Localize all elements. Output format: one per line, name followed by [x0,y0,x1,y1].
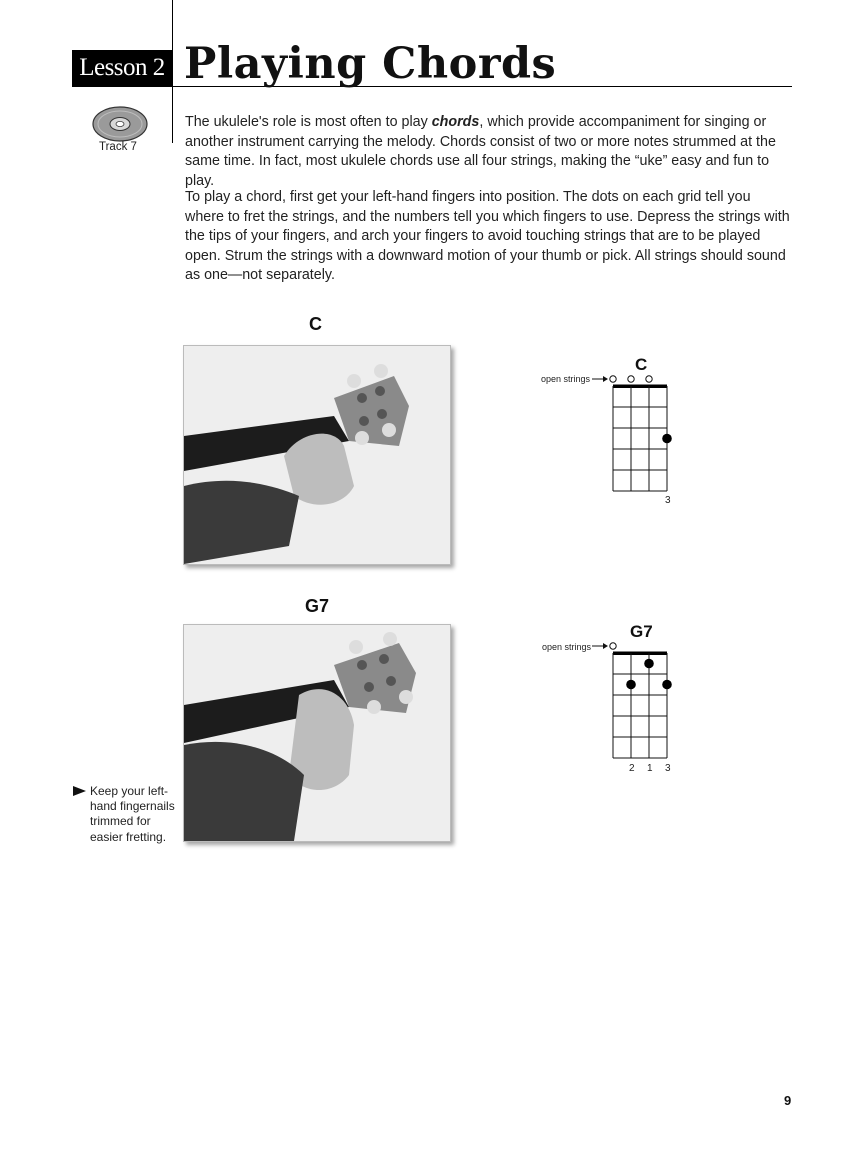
finger-number-g7-2: 2 [629,763,635,774]
intro-paragraph-1: The ukulele's role is most often to play chords, which provide accompaniment for singing or another instrument carrying the melody. Chords consist of two or more notes strummed at the same time. In fact, most ukulele chords use all four strings, making the “uke” easy and fun to play. [185,114,776,189]
open-string-marker [610,643,616,649]
cd-icon[interactable] [92,104,148,144]
photo-caption-g7: G7 [305,596,330,616]
photo-caption-c: C [309,314,322,334]
margin-rule-vertical [172,0,173,143]
finger-dot [644,659,654,669]
nut [613,385,667,389]
diagram-title-c: C [635,355,648,374]
open-string-marker [628,376,634,382]
intro-paragraph-2: To play a chord, first get your left-hand fingers into position. The dots on each grid tell you where to fret the strings, and the numbers tell you which fingers to use. Depress the strings with the tips of your fingers, and arch your fingers to avoid touching strings that are to be played open. Strum the strings with a downward motion of your thumb or pick. All strings should sound as one—not separately. [185,189,790,284]
tip-text: Keep your left-hand fingernails trimmed for easier fretting. [90,784,175,844]
open-string-marker [610,376,616,382]
photo-g7-chord-hand [183,624,451,842]
open-strings-arrowhead [603,643,608,649]
photo-c-chord-hand [183,345,451,565]
open-string-marker [646,376,652,382]
finger-number-c-4: 3 [665,495,671,506]
page-title: Playing Chords [184,39,557,89]
track-label: Track 7 [99,141,137,153]
diagram-title-g7: G7 [630,622,653,641]
open-strings-arrowhead [603,376,608,382]
finger-dot [662,680,672,690]
finger-dot [626,680,636,690]
open-strings-label-c: open strings [541,374,591,384]
chord-diagram-g7 [590,637,680,767]
chords-term: chords [431,114,480,130]
nut [613,652,667,656]
open-strings-label-g7: open strings [542,642,592,652]
lesson-label: Lesson 2 [72,50,172,86]
chord-diagram-c [590,370,680,500]
finger-number-g7-3: 1 [647,763,653,774]
page-number: 9 [784,1093,792,1108]
arrow-bullet-icon [73,786,86,796]
finger-number-g7-4: 3 [665,763,671,774]
finger-dot [662,434,672,444]
